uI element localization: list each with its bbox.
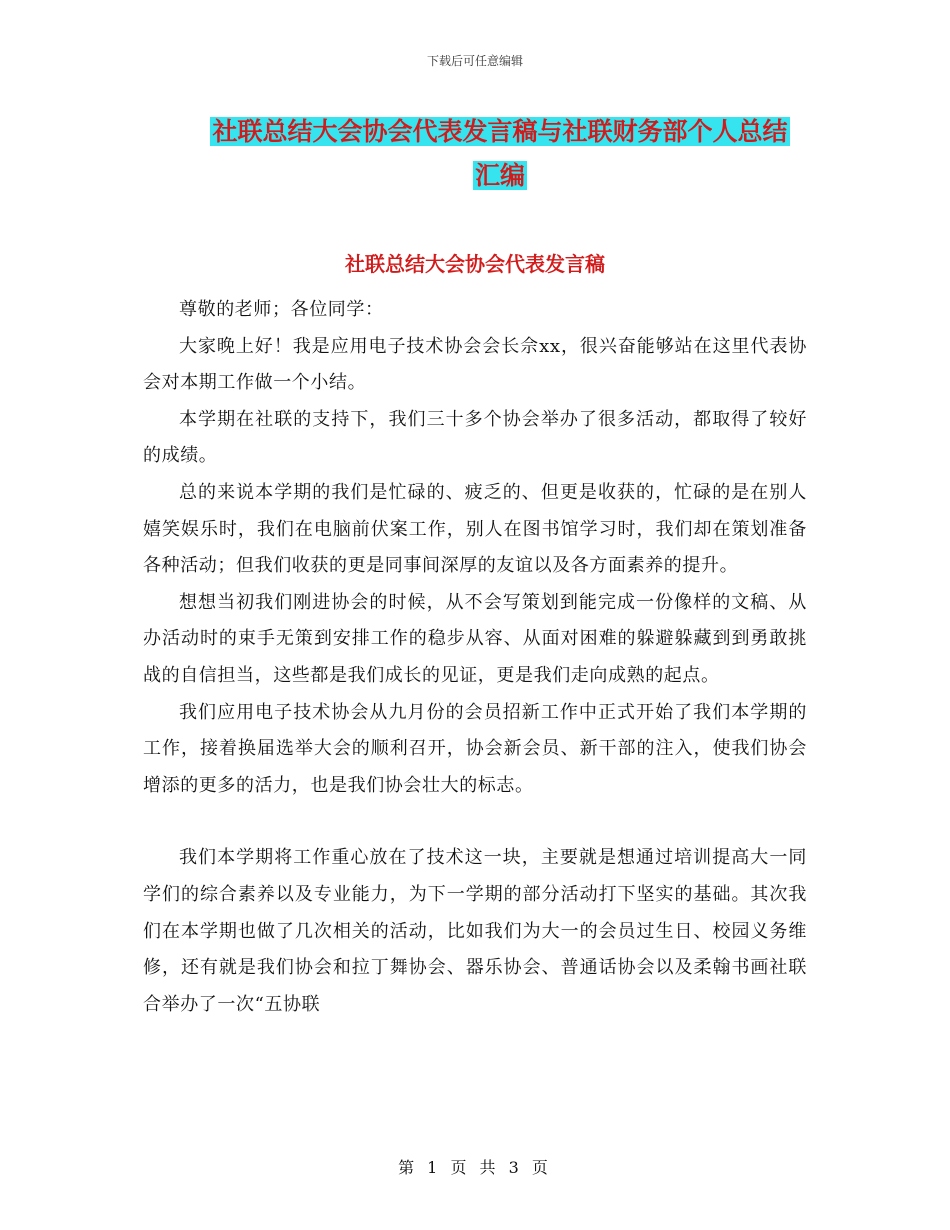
header-note: 下载后可任意编辑 — [426, 54, 523, 68]
page-footer: 第 1 页 共 3 页 — [398, 1158, 552, 1177]
document-title-line-2: 汇编 — [474, 161, 525, 190]
paragraph: 想想当初我们刚进协会的时候，从不会写策划到能完成一份像样的文稿、从办活动时的束手无策到安排工作的稳步从容、从面对困难的躲避躲藏到到勇敢挑战的自信担当，这些都是我们成长的见证，更是我们走向成熟的起点。 — [143, 591, 807, 686]
document-title-line-1: 社联总结大会协会代表发言稿与社联财务部个人总结 — [212, 117, 788, 146]
paragraph: 我们本学期将工作重心放在了技术这一块，主要就是想通过培训提高大一同学们的综合素养以及专业能力，为下一学期的部分活动打下坚实的基础。其次我们在本学期也做了几次相关的活动，比如我们为大一的会员过生日、校园义务维修，还有就是我们协会和拉丁舞协会、器乐协会、普通话协会以及柔翰书画社联合举办了一次“五协联 — [143, 847, 807, 1015]
paragraph: 我们应用电子技术协会从九月份的会员招新工作中正式开始了我们本学期的工作，接着换届选举大会的顺利召开，协会新会员、新干部的注入，使我们协会增添的更多的活力，也是我们协会壮大的标志。 — [143, 701, 807, 796]
document-title — [140, 110, 860, 198]
section-title: 社联总结大会协会代表发言稿 — [345, 252, 605, 276]
paragraph: 大家晚上好！我是应用电子技术协会会长佘xx，很兴奋能够站在这里代表协会对本期工作做一个小结。 — [143, 335, 807, 394]
document-body — [143, 292, 807, 1023]
paragraph: 总的来说本学期的我们是忙碌的、疲乏的、但更是收获的，忙碌的是在别人嬉笑娱乐时，我们在电脑前伏案工作，别人在图书馆学习时，我们却在策划准备各种活动；但我们收获的更是同事间深厚的友谊以及各方面素养的提升。 — [143, 481, 807, 577]
paragraph: 尊敬的老师；各位同学： — [179, 299, 384, 320]
paragraph: 本学期在社联的支持下，我们三十多个协会举办了很多活动，都取得了较好的成绩。 — [143, 408, 807, 467]
